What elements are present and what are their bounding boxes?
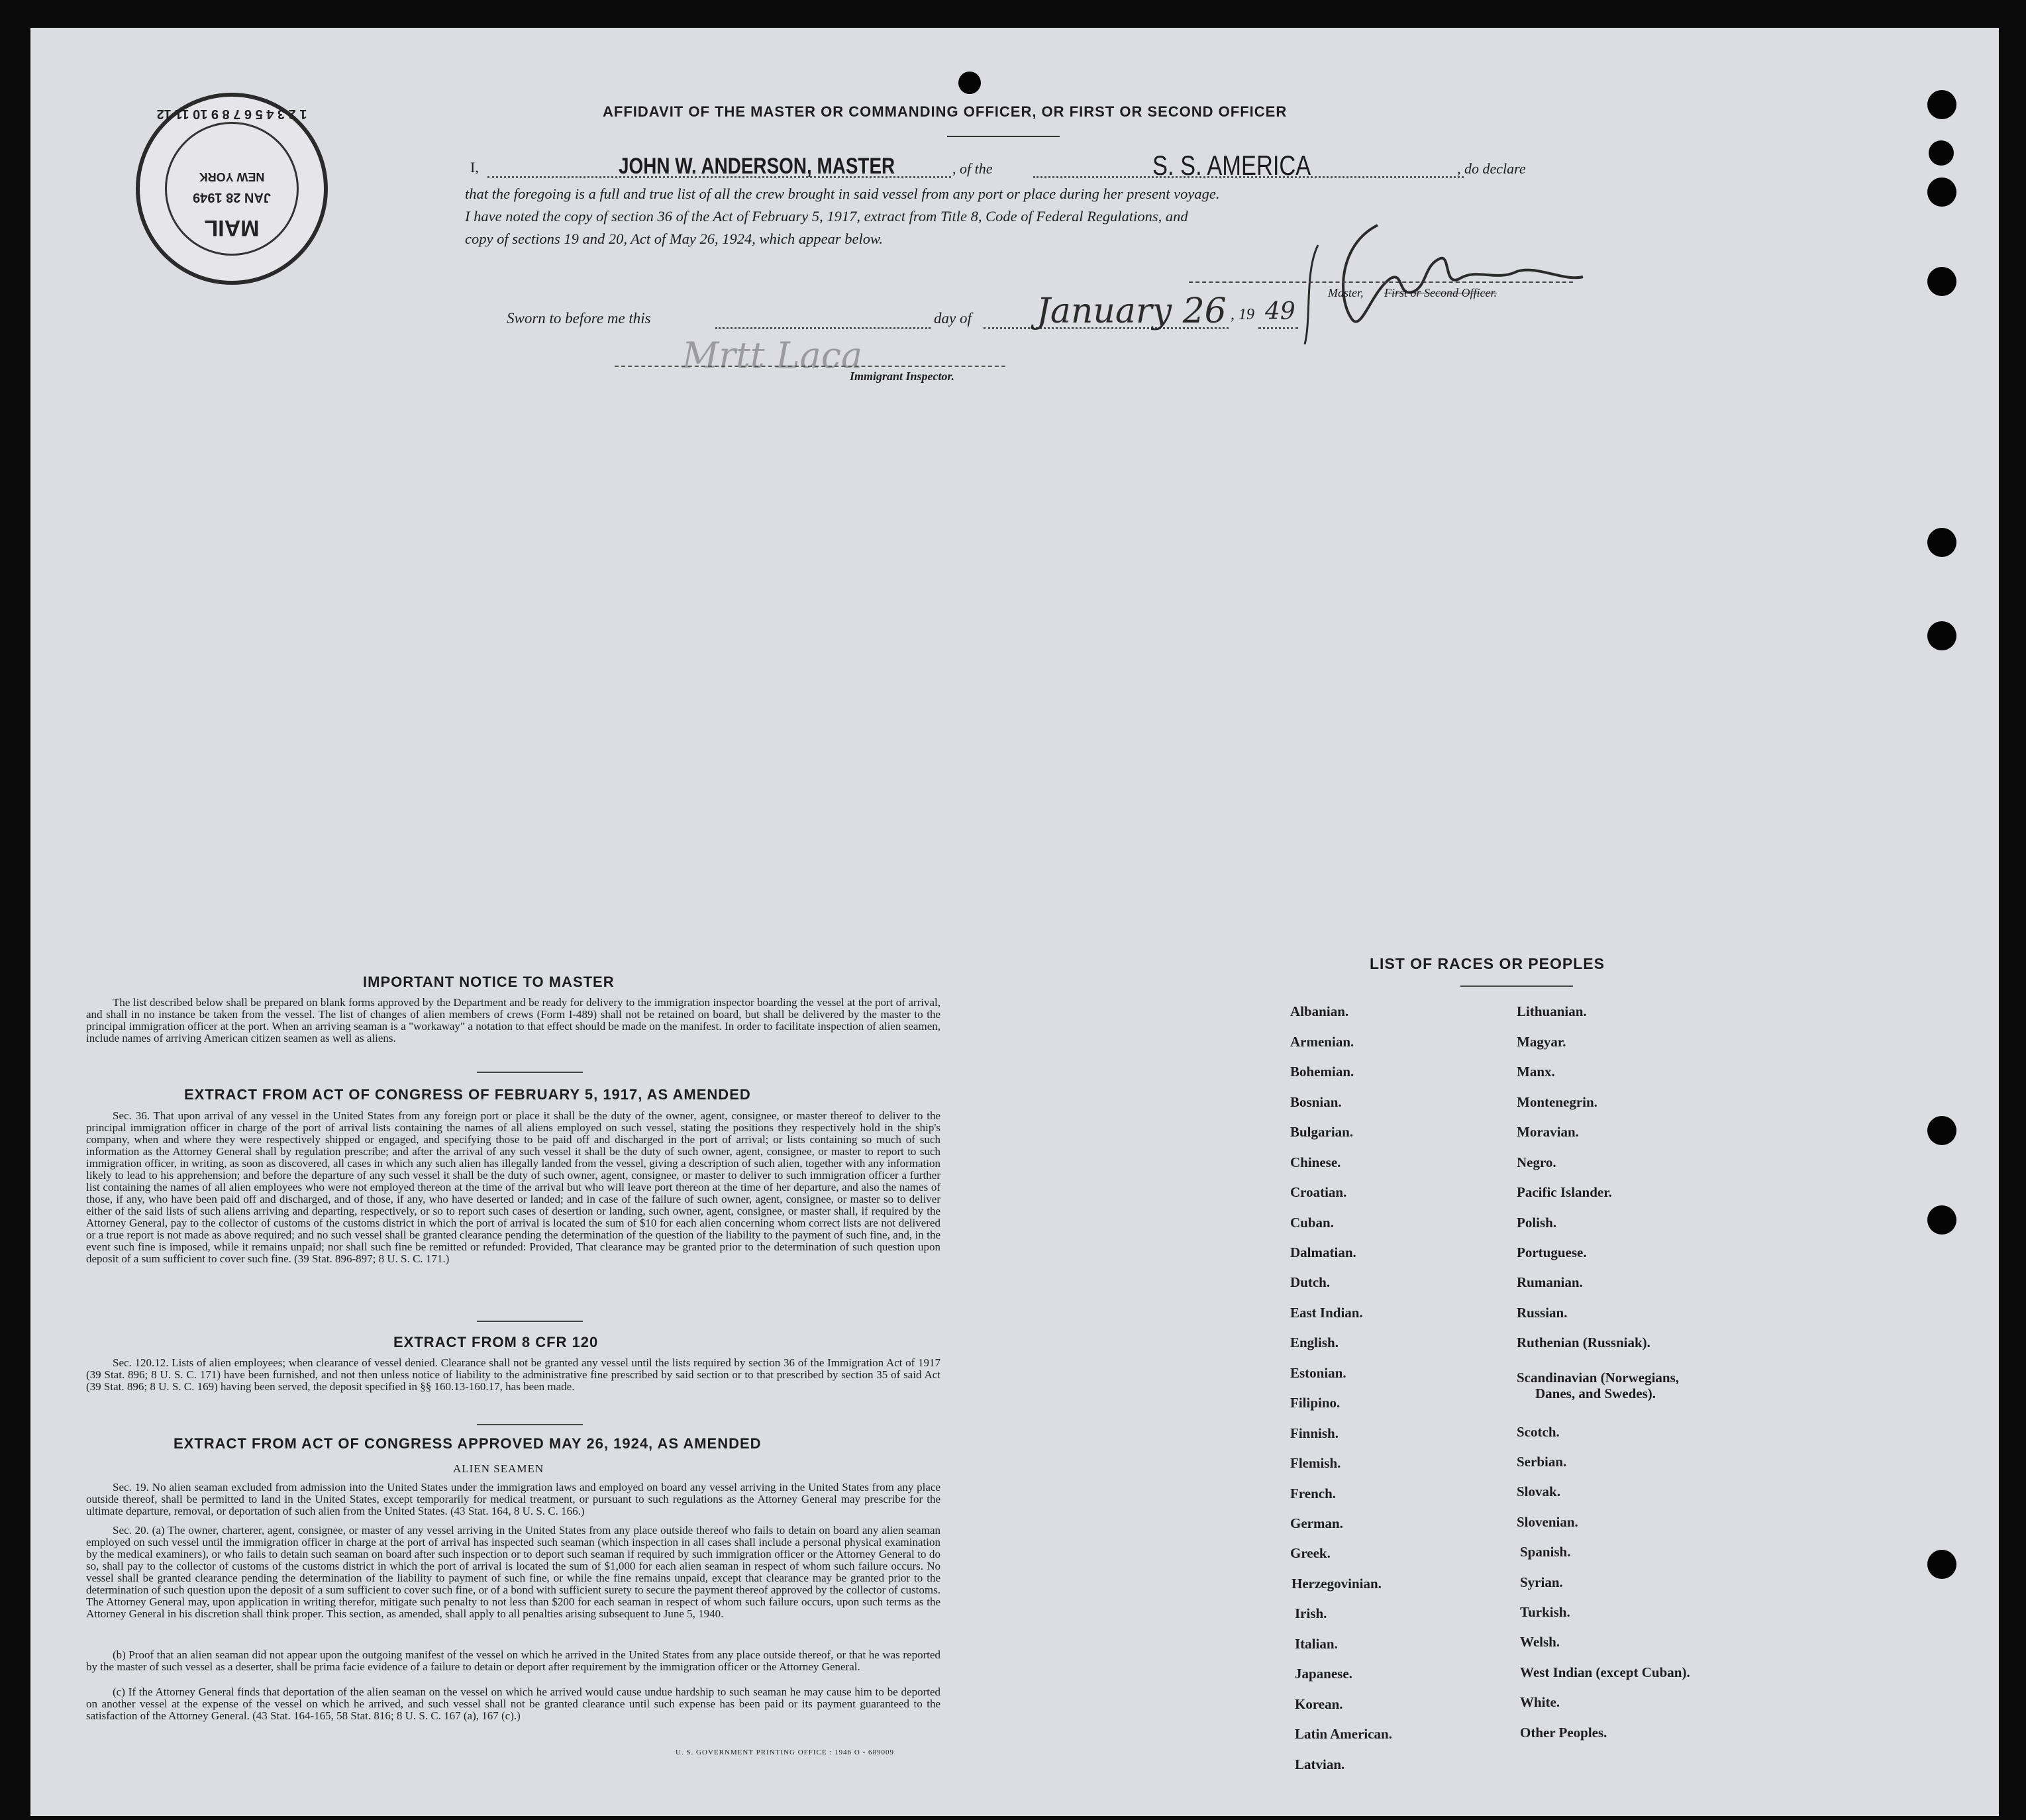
of-the-label: , of the: [952, 160, 993, 177]
race-item: Finnish.: [1290, 1425, 1339, 1441]
punch-hole: [1927, 177, 1956, 207]
title-rule: [947, 136, 1060, 137]
race-item: Italian.: [1295, 1636, 1338, 1652]
section-rule: [477, 1321, 583, 1322]
race-item: Korean.: [1295, 1696, 1343, 1712]
sworn-day-field: [715, 310, 931, 329]
punch-hole: [1929, 140, 1954, 166]
race-item: Slovak.: [1517, 1484, 1560, 1499]
race-item: Syrian.: [1520, 1574, 1563, 1590]
race-item: Negro.: [1517, 1154, 1556, 1170]
race-item: Bulgarian.: [1290, 1124, 1354, 1140]
punch-hole: [1927, 621, 1956, 650]
notice-body: The list described below shall be prepared on blank forms approved by the Department and be ready for delivery to the immigration inspector boarding the vessel at the port of arrival, and shall in no instance be taken from the vessel. The list of changes of alien members of crews (Form I-489) shall not be retained on board, but shall be delivered by the master to the principal immigration officer at the port. When an arriving seaman is a "workaway" a notation to that effect should be made on the manifest. In order to facilitate inspection of alien seamen, include names of arriving American citizen seamen as well as aliens.: [86, 996, 940, 1044]
race-item: Croatian.: [1290, 1184, 1347, 1200]
inspector-signature-line: [615, 366, 1005, 367]
race-item: Cuban.: [1290, 1215, 1334, 1231]
race-item: Serbian.: [1517, 1454, 1567, 1470]
master-label: Master,: [1328, 286, 1364, 299]
affidavit-line-3: I have noted the copy of section 36 of the Act of February 5, 1917, extract from Title 8, Code of Federal Regulations, and: [465, 208, 1188, 225]
punch-hole: [958, 72, 981, 94]
race-item: Chinese.: [1290, 1154, 1341, 1170]
i-label: I,: [470, 159, 479, 176]
mail-postmark-stamp: [136, 93, 328, 285]
vessel-name: S. S. AMERICA: [1152, 150, 1311, 181]
race-item: Latin American.: [1295, 1726, 1392, 1742]
race-item: Spanish.: [1520, 1544, 1571, 1560]
race-item: Albanian.: [1290, 1003, 1349, 1019]
handwritten-year: 49: [1265, 298, 1295, 325]
year-field: [1258, 310, 1298, 329]
race-item: Herzegovinian.: [1292, 1576, 1382, 1592]
notice-title: IMPORTANT NOTICE TO MASTER: [363, 974, 615, 990]
extract-1924-sec20a: Sec. 20. (a) The owner, charterer, agent, consignee, or master of any vessel arriving in the United States from any place outside thereof who fails to detain on board any alien seaman employed on such vessel until the immigration officer in charge at the port of arrival has inspected such seaman (which inspection in all cases shall include a personal physical examination by the medical examiners), or who fails to detain such seaman on board after such inspection or to deport such seaman if required by such immigration officer or the Attorney General to do so, shall pay to the collector of customs of the customs district in which the port of arrival is located the sum of $1,000 for each alien seaman in respect of whom such failure occurs. No vessel shall be granted clearance pending the determination of the liability to payment of such fine, or while the fine remains unpaid, except that clearance may be granted prior to the determination of such question upon the deposit of a sum sufficient to cover such fine, or of a bond with sufficient surety to secure the payment thereof approved by the collector of customs. The Attorney General may, upon application in writing therefor, mitigate such penalty to not less than $200 for each seaman in respect of whom such failure occurs, upon such terms as the Attorney General in his discretion shall think proper. This section, as amended, shall apply to all penalties arising subsequent to June 5, 1940.: [86, 1524, 940, 1620]
postmark-mail: MAIL: [204, 215, 260, 240]
master-name: JOHN W. ANDERSON, MASTER: [619, 154, 895, 179]
race-item: Magyar.: [1517, 1034, 1566, 1050]
punch-hole: [1927, 267, 1956, 296]
race-item: Portuguese.: [1517, 1244, 1587, 1260]
punch-hole: [1927, 1550, 1956, 1579]
affidavit-line-4: copy of sections 19 and 20, Act of May 26, 1924, which appear below.: [465, 230, 883, 247]
printing-office-footer: U. S. GOVERNMENT PRINTING OFFICE : 1946 O - 689009: [676, 1748, 895, 1756]
race-item: Moravian.: [1517, 1124, 1579, 1140]
punch-hole: [1927, 1116, 1956, 1145]
extract-1917-body: Sec. 36. That upon arrival of any vessel in the United States from any foreign port or place it shall be the duty of the owner, agent, consignee, or master thereof to deliver to the principal immigration officer in charge of the port of arrival lists containing the names of all aliens employed on such vessel, stating the positions they respectively hold in the ship's company, when and where they were respectively shipped or engaged, and specifying those to be paid off and discharged in the port of arrival; or lists containing so much of such information as the Attorney General shall by regulation prescribe; and after the arrival of any such vessel it shall be the duty of such owner, agent, consignee, or master to report to such immigration officer, in writing, as soon as discovered, all cases in which any such alien has illegally landed from the vessel, giving a description of such alien, together with any information likely to lead to his apprehension; and before the departure of any such vessel it shall be the duty of such owner, agent, consignee, or master to deliver to such immigration officer a further list containing the names of all alien employees who were not employed thereon at the time of the arrival but who will leave port thereon at the time of her departure, and also the names of those, if any, who have been paid off and discharged, and of those, if any, who have deserted or landed; and in case of the failure of such owner, agent, consignee, or master so to deliver either of the said lists of such aliens arriving and departing, respectively, or so to report such cases of desertion or landing, such owner, agent, consignee, or master shall, if required by the Attorney General, pay to the collector of customs of the customs district in which the port of arrival is located the sum of $10 for each alien concerning whom correct lists are not delivered or a true report is not made as above required; and no such vessel shall be granted clearance pending the determination of the question of the liability to the payment of such fine, and, in the event such fine is imposed, while it remains unpaid; nor shall such fine be remitted or refunded: Provided, That clearance may be granted prior to the determination of such question upon deposit of a sum sufficient to cover such fine. (39 Stat. 896-897; 8 U. S. C. 171.): [86, 1109, 940, 1265]
affidavit-line-1: [470, 150, 1556, 181]
race-item: Flemish.: [1290, 1455, 1341, 1471]
extract-1924-title: EXTRACT FROM ACT OF CONGRESS APPROVED MAY 26, 1924, AS AMENDED: [174, 1435, 762, 1452]
extract-1924-sec20c: (c) If the Attorney General finds that deportation of the alien seaman on the vessel on which he arrived would cause undue hardship to such seaman he may cause him to be deported on another vessel at the expense of the vessel on which he arrived, and such vessel shall not be granted clearance until such expense has been paid or its payment guaranteed to the satisfaction of the Attorney General. (43 Stat. 164-165, 58 Stat. 816; 8 U. S. C. 167 (a), 167 (c).): [86, 1686, 940, 1722]
race-item: Polish.: [1517, 1215, 1557, 1231]
race-item: Other Peoples.: [1520, 1725, 1607, 1741]
race-item: West Indian (except Cuban).: [1520, 1664, 1690, 1680]
race-item: Bosnian.: [1290, 1094, 1342, 1110]
race-item: German.: [1290, 1515, 1343, 1531]
race-item: Bohemian.: [1290, 1064, 1354, 1080]
day-of-label: day of: [934, 310, 972, 327]
race-item: Ruthenian (Russniak).: [1517, 1335, 1650, 1350]
extract-cfr-title: EXTRACT FROM 8 CFR 120: [393, 1334, 599, 1350]
race-item: Dutch.: [1290, 1274, 1331, 1290]
races-title: LIST OF RACES OR PEOPLES: [1370, 955, 1605, 972]
affidavit-title: AFFIDAVIT OF THE MASTER OR COMMANDING OFFICER, OR FIRST OR SECOND OFFICER: [603, 103, 1288, 120]
extract-1924-subtitle: ALIEN SEAMEN: [453, 1462, 544, 1475]
race-item: Russian.: [1517, 1305, 1568, 1321]
race-item: Lithuanian.: [1517, 1003, 1587, 1019]
race-item: Turkish.: [1520, 1604, 1570, 1620]
extract-cfr-body: Sec. 120.12. Lists of alien employees; when clearance of vessel denied. Clearance shall not be granted any vessel until the lists required by section 36 of the Immigration Act of 1917 (39 Stat. 896; 8 U. S. C. 171) have been furnished, and not then unless notice of liability to the administrative fine prescribed by said section or to that prescribed by section 35 of said Act (39 Stat. 896; 8 U. S. C. 169) having been served, the deposit specified in §§ 160.13-160.17, has been made.: [86, 1356, 940, 1393]
race-item: Montenegrin.: [1517, 1094, 1597, 1110]
do-declare-label: , do declare: [1457, 160, 1526, 177]
race-item: Latvian.: [1295, 1756, 1345, 1772]
race-item: Irish.: [1295, 1605, 1327, 1621]
race-item: Estonian.: [1290, 1365, 1346, 1381]
postmark-ring-digits: 1 2 3 4 5 6 7 8 9 10 11 12: [156, 107, 307, 121]
race-item: Welsh.: [1520, 1634, 1560, 1650]
race-item: Japanese.: [1295, 1666, 1352, 1682]
inspector-signature: Mrtt Laca: [682, 334, 863, 376]
race-item: White.: [1520, 1694, 1560, 1710]
year-prefix: , 19: [1231, 306, 1254, 323]
race-item: East Indian.: [1290, 1305, 1363, 1321]
race-item: Armenian.: [1290, 1034, 1354, 1050]
postmark-city: NEW YORK: [199, 170, 265, 183]
punch-hole: [1927, 90, 1956, 119]
extract-1924-sec20b: (b) Proof that an alien seaman did not appear upon the outgoing manifest of the vessel on which he arrived in the United States from any place outside thereof, or that he was reported by the master of such vessel as a deserter, shall be prima facie evidence of a failure to detain or deport after requirement by the immigration officer or the Attorney General.: [86, 1648, 940, 1673]
section-rule: [477, 1072, 583, 1073]
race-item: Dalmatian.: [1290, 1244, 1356, 1260]
affidavit-line-2: that the foregoing is a full and true list of all the crew brought in said vessel from any port or place during her present voyage.: [465, 185, 1220, 202]
race-item: Pacific Islander.: [1517, 1184, 1612, 1200]
extract-1924-sec19: Sec. 19. No alien seaman excluded from admission into the United States under the immigration laws and employed on board any vessel arriving in the United States from any place outside thereof, shall be permitted to land in the United States, except temporarily for medical treatment, or pursuant to such regulations as the Attorney General may prescribe for the ultimate departure, removal, or deportation of such alien from the United States. (43 Stat. 164, 8 U. S. C. 166.): [86, 1481, 940, 1517]
race-item: Rumanian.: [1517, 1274, 1583, 1290]
race-item: Scandinavian (Norwegians,: [1517, 1370, 1680, 1386]
race-item: French.: [1290, 1486, 1337, 1501]
race-item: Filipino.: [1290, 1395, 1341, 1411]
postmark-date: JAN 28 1949: [193, 190, 271, 205]
inspector-label: Immigrant Inspector.: [850, 370, 955, 383]
struck-officer-label: First or Second Officer.: [1384, 286, 1497, 299]
master-signature-line: [1189, 281, 1573, 283]
race-item: Greek.: [1290, 1545, 1331, 1561]
race-item: Manx.: [1517, 1064, 1555, 1080]
extract-1917-title: EXTRACT FROM ACT OF CONGRESS OF FEBRUARY 5, 1917, AS AMENDED: [184, 1086, 751, 1103]
races-title-rule: [1460, 986, 1573, 987]
race-item: English.: [1290, 1335, 1339, 1350]
punch-hole: [1927, 1205, 1956, 1235]
section-rule: [477, 1424, 583, 1425]
race-item: Danes, and Swedes).: [1535, 1386, 1656, 1401]
punch-hole: [1927, 528, 1956, 557]
race-item: Scotch.: [1517, 1424, 1560, 1440]
race-item: Slovenian.: [1517, 1514, 1578, 1530]
handwritten-date: January 26: [1037, 291, 1227, 331]
sworn-label: Sworn to before me this: [507, 310, 651, 327]
